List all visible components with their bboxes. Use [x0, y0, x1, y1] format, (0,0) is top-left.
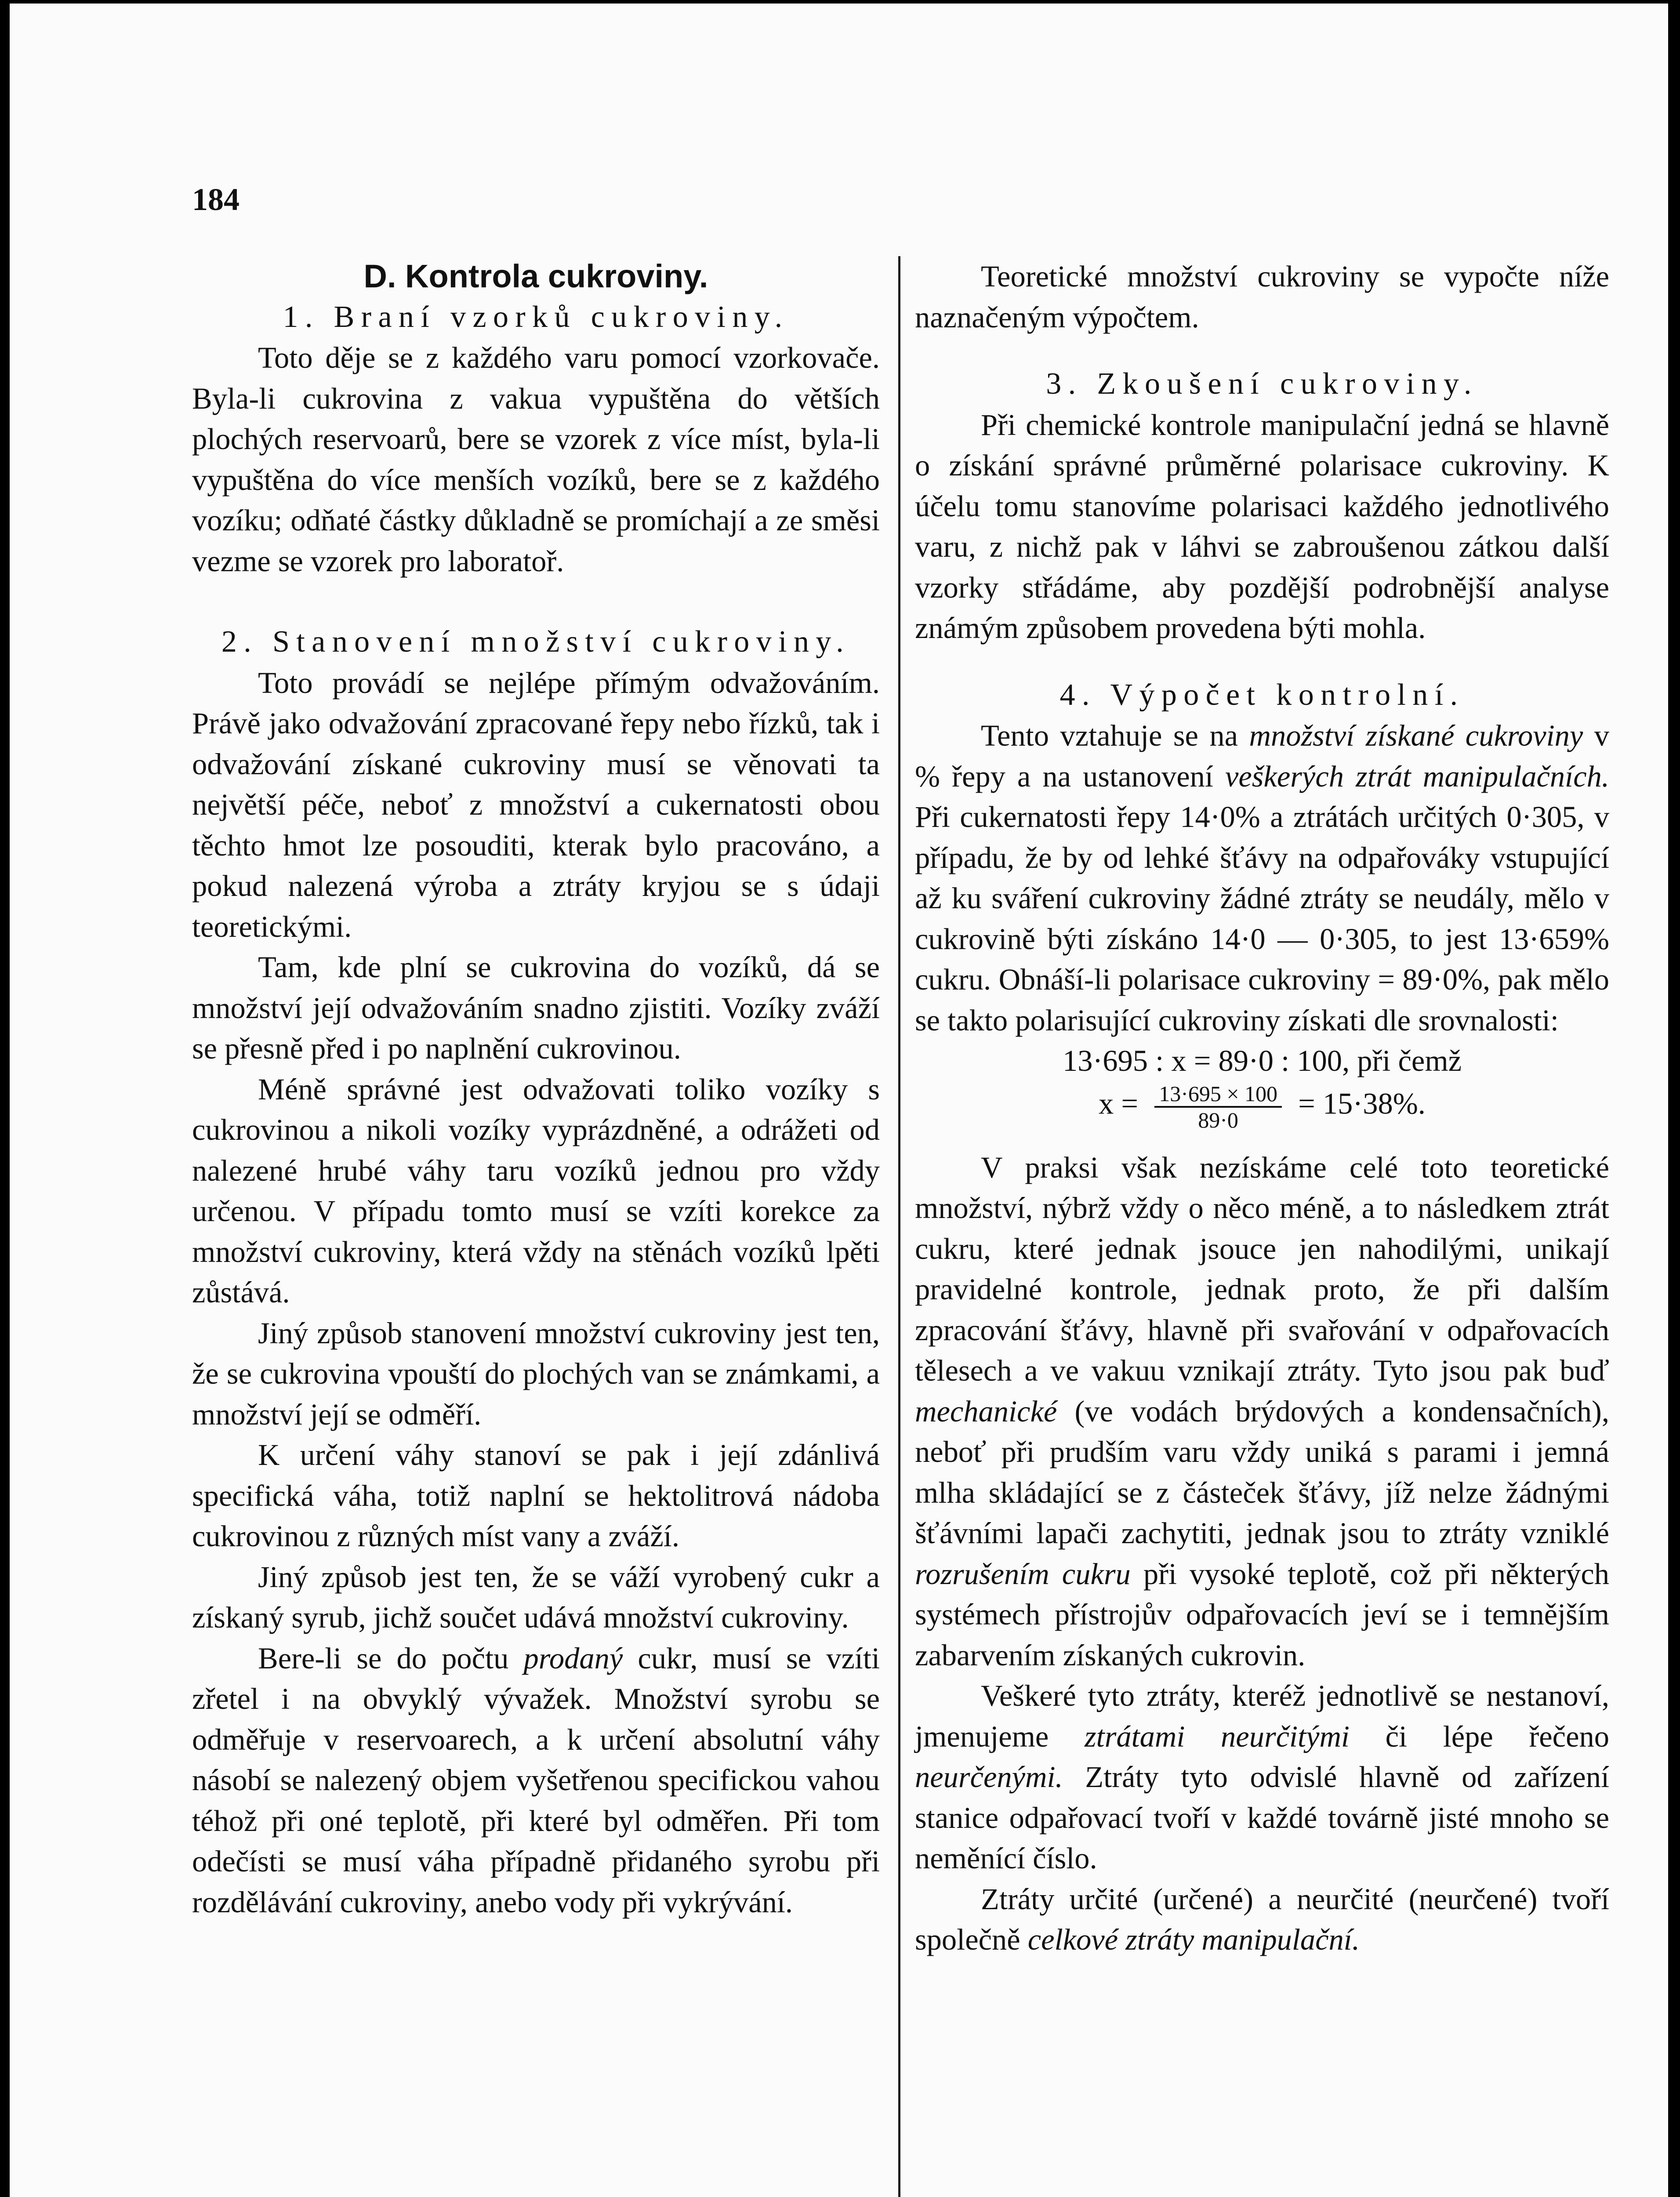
paragraph: Toto provádí se nejlépe přímým odvažováním. Právě jako odvažování zpracované řepy nebo řízků, tak i odvažování získané cukroviny musí se věnovati ta největší péče, neboť z množství a cukernatosti obou těchto hmot lze posouditi, kterak bylo pracováno, a pokud nalezená výroba a ztráty kryjou se s údaji teoretickými.: [192, 666, 880, 943]
left-column: [192, 256, 880, 1922]
paragraph: Tam, kde plní se cukrovina do vozíků, dá se množství její odvažováním snadno zjistiti. Vozíky zváží se přesně před i po naplnění cukrovinou.: [192, 950, 880, 1065]
paragraph: Jiný způsob jest ten, že se váží vyrobený cukr a získaný syrub, jichž součet udává množství cukroviny.: [192, 1560, 880, 1634]
heading-sampling: 1. Braní vzorků cukroviny.: [283, 300, 789, 334]
paragraph: Teoretické množství cukroviny se vypočte níže naznačeným výpočtem.: [915, 260, 1609, 334]
text-run: Tento vztahuje se na: [981, 719, 1249, 752]
paragraph: [915, 715, 1609, 1040]
emphasis: veškerých ztrát manipulačních.: [1225, 759, 1609, 793]
text-run: při vysoké teplotě, což při některých systémech přístrojův odpařovacích jeví se i temnějším zabarvením získaných cukrovin.: [915, 1557, 1609, 1672]
spacer: [915, 649, 1609, 675]
spacer: [192, 581, 880, 622]
book-page: [10, 4, 1668, 2197]
paragraph: Jiný způsob stanovení množství cukroviny jest ten, že se cukrovina vpouští do plochých van se známkami, a množství její se odměří.: [192, 1316, 880, 1431]
column-divider: [898, 256, 900, 2197]
equation-lhs: x =: [1099, 1087, 1139, 1120]
paragraph: Toto děje se z každého varu pomocí vzorkovače. Byla-li cukrovina z vakua vypuštěna do větších plochých reservoarů, bere se vzorek z více míst, byla-li vypuštěna do více menších vozíků, bere se z každého vozíku; odňaté částky důkladně se promíchají a ze směsi vezme se vzorek pro laboratoř.: [192, 341, 880, 578]
heading-quantity: 2. Stanovení množství cukroviny.: [221, 625, 851, 659]
text-run: Při cukernatosti řepy 14·0% a ztrátách určitých 0·305, v případu, že by od lehké šťávy na odpařováky vstupující až ku sváření cukroviny žádné ztráty se neudály, mělo v cukrovině býti získáno 14·0 — 0·305, to jest 13·659% cukru. Obnáší-li polarisace cukroviny = 89·0%, pak mělo se takto polarisující cukroviny získati dle srovnalosti:: [915, 800, 1609, 1037]
paragraph: [915, 1879, 1609, 1960]
emphasis: neurčenými.: [915, 1760, 1063, 1794]
emphasis: celkové ztráty manipulační.: [1027, 1923, 1360, 1956]
paragraph: [915, 1675, 1609, 1879]
proportion-equation: 13·695 : x = 89·0 : 100, při čemž: [1062, 1044, 1462, 1077]
right-column: [915, 256, 1609, 1960]
text-run: cukr, musí se vzíti zřetel i na obvyklý vývažek. Množství syrobu se odměřuje v reservoarech, a k určení absolutní váhy násobí se nalezený objem vyšetřenou specifickou vahou téhož při oné teplotě, při které byl odměřen. Při tom odečísti se musí váha případně přidaného syrobu při rozdělávání cukroviny, anebo vody při vykrývání.: [192, 1641, 880, 1919]
emphasis: rozrušením cukru: [915, 1557, 1131, 1591]
emphasis: mechanické: [915, 1394, 1057, 1428]
heading-calculation: 4. Výpočet kontrolní.: [1060, 678, 1465, 712]
text-run: Veškeré tyto ztráty, kteréž jednotlivě se nestanoví, jmenujeme: [915, 1679, 1609, 1753]
text-run: V praksi však nezískáme celé toto teoretické množství, nýbrž vždy o něco méně, a to následkem ztrát cukru, které jednak jsouce jen nahodilými, unikají pravidelné kontrole, jednak proto, že při dalším zpracování šťávy, hlavně při svařování v odpařovacích tělesech a ve vakuu vznikají ztráty. Tyto jsou pak buď: [915, 1150, 1609, 1387]
text-run: (ve vodách brýdových a kondensačních), neboť při prudším varu vždy uniká s parami i jemná mlha skládající se z částeček šťávy, jíž nelze žádnými šťávními lapači zachytiti, jednak jsou to ztráty vzniklé: [915, 1394, 1609, 1550]
fraction-denominator: 89·0: [1198, 1107, 1238, 1132]
spacer: [915, 337, 1609, 364]
emphasis: množství získané cukroviny: [1249, 719, 1583, 752]
equation-rhs: = 15·38%.: [1298, 1087, 1426, 1120]
text-run: v % řepy a na ustanovení: [915, 719, 1610, 793]
heading-testing: 3. Zkoušení cukroviny.: [1046, 367, 1478, 401]
emphasis: ztrátami neurčitými: [1085, 1719, 1350, 1753]
text-run: Bere-li se do počtu: [258, 1641, 524, 1675]
paragraph: Při chemické kontrole manipulační jedná se hlavně o získání správné průměrné polarisace cukroviny. K účelu tomu stanovíme polarisaci každého jednotlivého varu, z nichž pak v láhvi se zabroušenou zátkou další vzorky střádáme, aby pozdější podrobnější analyse známým způsobem provedena býti mohla.: [915, 408, 1609, 645]
page-number: 184: [192, 182, 239, 217]
paragraph: [192, 1638, 880, 1923]
section-title: D. Kontrola cukroviny.: [363, 258, 708, 294]
fraction-equation: [915, 1081, 1609, 1147]
paragraph: Méně správné jest odvažovati toliko vozíky s cukrovinou a nikoli vozíky vyprázdněné, a odrážeti od nalezené hrubé váhy taru vozíků jednou pro vždy určenou. V případu tomto musí se vzíti korekce za množství cukroviny, která vždy na stěnách vozíků lpěti zůstává.: [192, 1072, 880, 1309]
paragraph: [915, 1147, 1609, 1676]
fraction: [1154, 1081, 1282, 1132]
fraction-numerator: 13·695 × 100: [1154, 1081, 1282, 1108]
text-run: či lépe řečeno: [1349, 1719, 1609, 1753]
text-run: Ztráty tyto odvislé hlavně od zařízení stanice odpařovací tvoří v každé továrně jisté mnoho se neměnící číslo.: [915, 1760, 1609, 1875]
paragraph: K určení váhy stanoví se pak i její zdánlivá specifická váha, totiž naplní se hektolitrová nádoba cukrovinou z různých míst vany a zváží.: [192, 1438, 880, 1553]
text-run: Ztráty určité (určené) a neurčité (neurčené) tvoří společně: [915, 1882, 1609, 1956]
emphasis: prodaný: [523, 1641, 623, 1675]
